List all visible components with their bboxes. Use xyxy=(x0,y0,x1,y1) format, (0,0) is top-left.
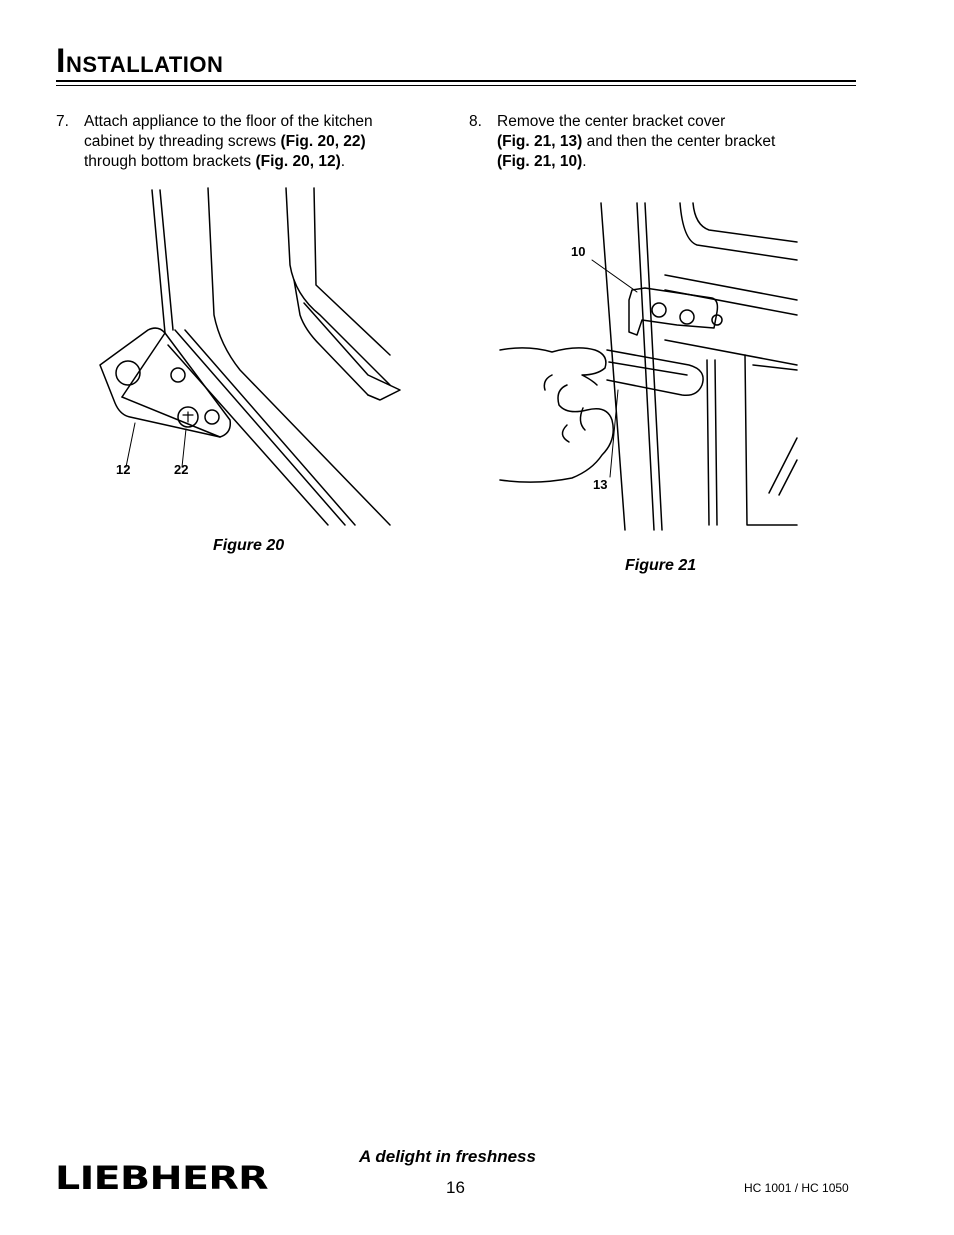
footer-tagline: A delight in freshness xyxy=(359,1147,536,1166)
liebherr-logo xyxy=(55,1162,270,1192)
screw-icon xyxy=(171,368,185,382)
step-line xyxy=(497,152,775,172)
svg-text:LIEBHERR: LIEBHERR xyxy=(55,1162,268,1192)
step-number: 7. xyxy=(56,113,69,130)
screw-icon xyxy=(652,303,666,317)
callout-10: 10 xyxy=(571,244,586,259)
screw-icon xyxy=(712,315,722,325)
figure-20-caption: Figure 20 xyxy=(213,537,285,554)
page-number: 16 xyxy=(446,1178,465,1197)
page-title-rest: nstallation xyxy=(65,43,224,79)
figure-reference: (Fig. 21, 10) xyxy=(497,153,583,170)
page-title xyxy=(56,44,223,78)
callout-12: 12 xyxy=(116,462,131,477)
step-line: Remove the center bracket cover xyxy=(497,113,726,130)
callout-22: 22 xyxy=(174,462,189,477)
step-line xyxy=(84,132,373,152)
step-text-run: through bottom brackets xyxy=(84,153,256,170)
step-text-run: and then the center bracket xyxy=(582,133,776,150)
figure-reference: (Fig. 21, 13) xyxy=(497,133,583,150)
figure-21-caption: Figure 21 xyxy=(625,557,697,574)
step-line xyxy=(497,132,775,152)
callout-13: 13 xyxy=(593,477,608,492)
screw-icon xyxy=(680,310,694,324)
step-number: 8. xyxy=(469,113,482,130)
step-text-run: cabinet by threading screws xyxy=(84,133,281,150)
header-rule xyxy=(56,80,856,82)
figure-20-illustration xyxy=(90,185,410,530)
step-line xyxy=(84,152,373,172)
screw-icon xyxy=(205,410,219,424)
step-text xyxy=(497,112,775,172)
model-number: HC 1001 / HC 1050 xyxy=(744,1181,849,1195)
figure-reference: (Fig. 20, 22) xyxy=(280,133,366,150)
step-text-run: . xyxy=(582,153,587,170)
header-rule-thin xyxy=(56,85,856,86)
page-title-initial: I xyxy=(56,42,66,80)
bracket-hole xyxy=(116,361,140,385)
figure-reference: (Fig. 20, 12) xyxy=(255,153,341,170)
step-text-run: . xyxy=(340,153,346,170)
step-text xyxy=(84,112,373,172)
step-line: Attach appliance to the floor of the kitchen xyxy=(84,113,373,130)
figure-21-illustration xyxy=(497,200,802,535)
